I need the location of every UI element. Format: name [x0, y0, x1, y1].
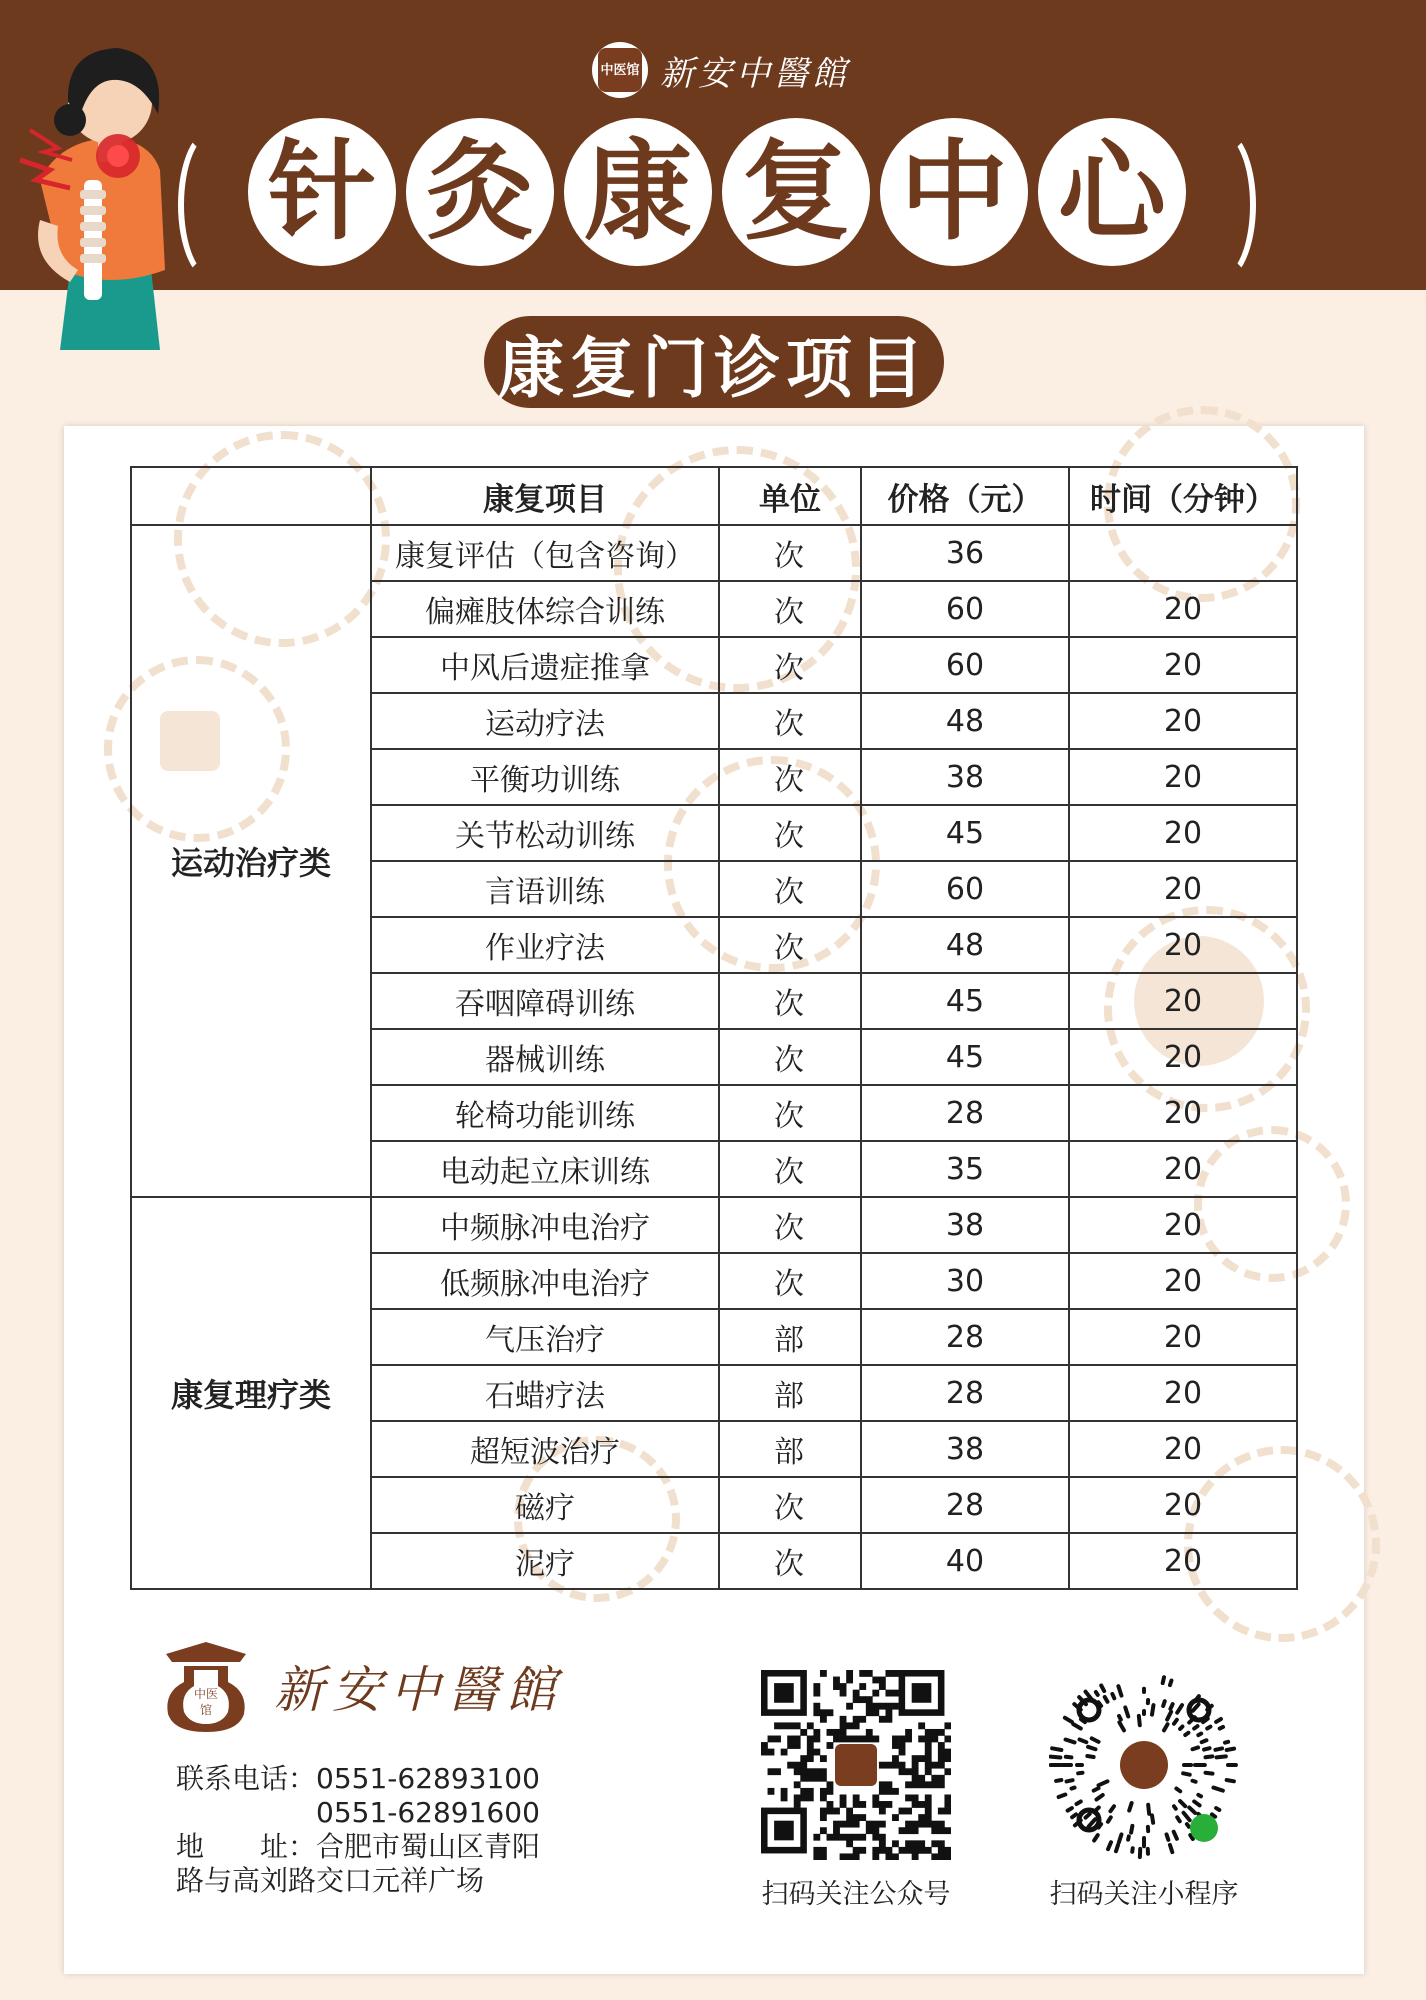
section-subtitle: 康复门诊项目: [484, 316, 944, 408]
item-cell: 轮椅功能训练: [371, 1085, 719, 1141]
price-cell: 38: [861, 1421, 1069, 1477]
price-cell: 45: [861, 1029, 1069, 1085]
price-cell: 45: [861, 805, 1069, 861]
address-line-2: 路与高刘路交口元祥广场: [176, 1864, 485, 1897]
time-cell: 20: [1069, 1253, 1297, 1309]
time-cell: 20: [1069, 1309, 1297, 1365]
header-logo: [592, 42, 850, 98]
item-cell: 平衡功训练: [371, 749, 719, 805]
title-char: 康: [564, 118, 712, 266]
qr-miniprogram-caption: 扫码关注小程序: [1049, 1879, 1239, 1910]
price-cell: 28: [861, 1309, 1069, 1365]
title-char: 复: [722, 118, 870, 266]
header-unit: 单位: [719, 467, 861, 525]
time-cell: 20: [1069, 637, 1297, 693]
unit-cell: 次: [719, 805, 861, 861]
time-cell: 20: [1069, 917, 1297, 973]
price-cell: 28: [861, 1477, 1069, 1533]
svg-text:中医: 中医: [193, 1687, 219, 1701]
svg-text:馆: 馆: [199, 1703, 213, 1717]
time-cell: 20: [1069, 1421, 1297, 1477]
mini-program-code-icon[interactable]: [1049, 1670, 1239, 1860]
price-cell: 60: [861, 861, 1069, 917]
unit-cell: 次: [719, 1533, 861, 1589]
time-cell: 20: [1069, 1029, 1297, 1085]
price-table: [130, 466, 1298, 1590]
address-label: 地 址：: [176, 1830, 317, 1863]
time-cell: 20: [1069, 1365, 1297, 1421]
time-cell: [1069, 525, 1297, 581]
unit-cell: 次: [719, 1141, 861, 1197]
wechat-qr-block: [756, 1670, 956, 1911]
item-cell: 作业疗法: [371, 917, 719, 973]
unit-cell: 次: [719, 1477, 861, 1533]
title-char: 心: [1038, 118, 1186, 266]
table-row: [131, 1197, 1297, 1253]
unit-cell: 次: [719, 1029, 861, 1085]
item-cell: 电动起立床训练: [371, 1141, 719, 1197]
item-cell: 偏瘫肢体综合训练: [371, 581, 719, 637]
qr-wechat-caption: 扫码关注公众号: [761, 1879, 951, 1910]
page-title: [248, 118, 1186, 266]
time-cell: 20: [1069, 749, 1297, 805]
item-cell: 吞咽障碍训练: [371, 973, 719, 1029]
header-time: 时间（分钟）: [1069, 467, 1297, 525]
qr-code-icon[interactable]: [761, 1670, 951, 1860]
time-cell: 20: [1069, 1477, 1297, 1533]
table-row: [131, 525, 1297, 581]
item-cell: 磁疗: [371, 1477, 719, 1533]
time-cell: 20: [1069, 693, 1297, 749]
price-cell: 36: [861, 525, 1069, 581]
unit-cell: 次: [719, 525, 861, 581]
price-cell: 48: [861, 917, 1069, 973]
unit-cell: 次: [719, 749, 861, 805]
price-card: [64, 426, 1364, 1974]
item-cell: 石蜡疗法: [371, 1365, 719, 1421]
time-cell: 20: [1069, 973, 1297, 1029]
price-cell: 48: [861, 693, 1069, 749]
time-cell: 20: [1069, 1141, 1297, 1197]
title-char: 中: [880, 118, 1028, 266]
item-cell: 康复评估（包含咨询）: [371, 525, 719, 581]
unit-cell: 次: [719, 581, 861, 637]
pain-woman-illustration: [0, 20, 200, 430]
title-char: 针: [248, 118, 396, 266]
price-cell: 28: [861, 1085, 1069, 1141]
title-char: 灸: [406, 118, 554, 266]
item-cell: 超短波治疗: [371, 1421, 719, 1477]
unit-cell: 次: [719, 1085, 861, 1141]
unit-cell: 次: [719, 693, 861, 749]
address-line-1: 合肥市蜀山区青阳: [316, 1830, 541, 1863]
price-cell: 38: [861, 749, 1069, 805]
unit-cell: 次: [719, 861, 861, 917]
item-cell: 中风后遗症推拿: [371, 637, 719, 693]
price-cell: 35: [861, 1141, 1069, 1197]
item-cell: 运动疗法: [371, 693, 719, 749]
item-cell: 言语训练: [371, 861, 719, 917]
seal-logo-icon: 中医馆: [592, 42, 648, 98]
phone-1: 0551-62893100: [316, 1762, 540, 1795]
unit-cell: 部: [719, 1365, 861, 1421]
title-right-bracket: [1186, 128, 1256, 282]
price-cell: 38: [861, 1197, 1069, 1253]
miniprogram-qr-block: [1044, 1670, 1244, 1911]
table-body: [131, 525, 1297, 1589]
unit-cell: 次: [719, 917, 861, 973]
header-price: 价格（元）: [861, 467, 1069, 525]
category-cell: 康复理疗类: [131, 1197, 371, 1589]
footer-logo: [156, 1636, 564, 1736]
footer-brand: 新安中醫館: [274, 1661, 564, 1719]
price-cell: 60: [861, 637, 1069, 693]
header-brand: 新安中醫館: [660, 53, 850, 94]
time-cell: 20: [1069, 1197, 1297, 1253]
unit-cell: 部: [719, 1309, 861, 1365]
unit-cell: 次: [719, 1253, 861, 1309]
unit-cell: 部: [719, 1421, 861, 1477]
title-left-bracket: [178, 128, 248, 282]
time-cell: 20: [1069, 861, 1297, 917]
item-cell: 中频脉冲电治疗: [371, 1197, 719, 1253]
price-cell: 60: [861, 581, 1069, 637]
price-cell: 30: [861, 1253, 1069, 1309]
contact-info: [176, 1762, 540, 1898]
price-cell: 28: [861, 1365, 1069, 1421]
phone-2: 0551-62891600: [316, 1796, 540, 1829]
item-cell: 气压治疗: [371, 1309, 719, 1365]
item-cell: 低频脉冲电治疗: [371, 1253, 719, 1309]
unit-cell: 次: [719, 637, 861, 693]
header-item: 康复项目: [371, 467, 719, 525]
time-cell: 20: [1069, 1533, 1297, 1589]
table-header-row: [131, 467, 1297, 525]
price-cell: 45: [861, 973, 1069, 1029]
item-cell: 关节松动训练: [371, 805, 719, 861]
time-cell: 20: [1069, 805, 1297, 861]
item-cell: 泥疗: [371, 1533, 719, 1589]
price-cell: 40: [861, 1533, 1069, 1589]
phone-label: 联系电话：: [176, 1762, 317, 1795]
time-cell: 20: [1069, 581, 1297, 637]
seal-logo-icon: [156, 1636, 256, 1736]
time-cell: 20: [1069, 1085, 1297, 1141]
unit-cell: 次: [719, 1197, 861, 1253]
item-cell: 器械训练: [371, 1029, 719, 1085]
header-category: [131, 467, 371, 525]
category-cell: 运动治疗类: [131, 525, 371, 1197]
unit-cell: 次: [719, 973, 861, 1029]
